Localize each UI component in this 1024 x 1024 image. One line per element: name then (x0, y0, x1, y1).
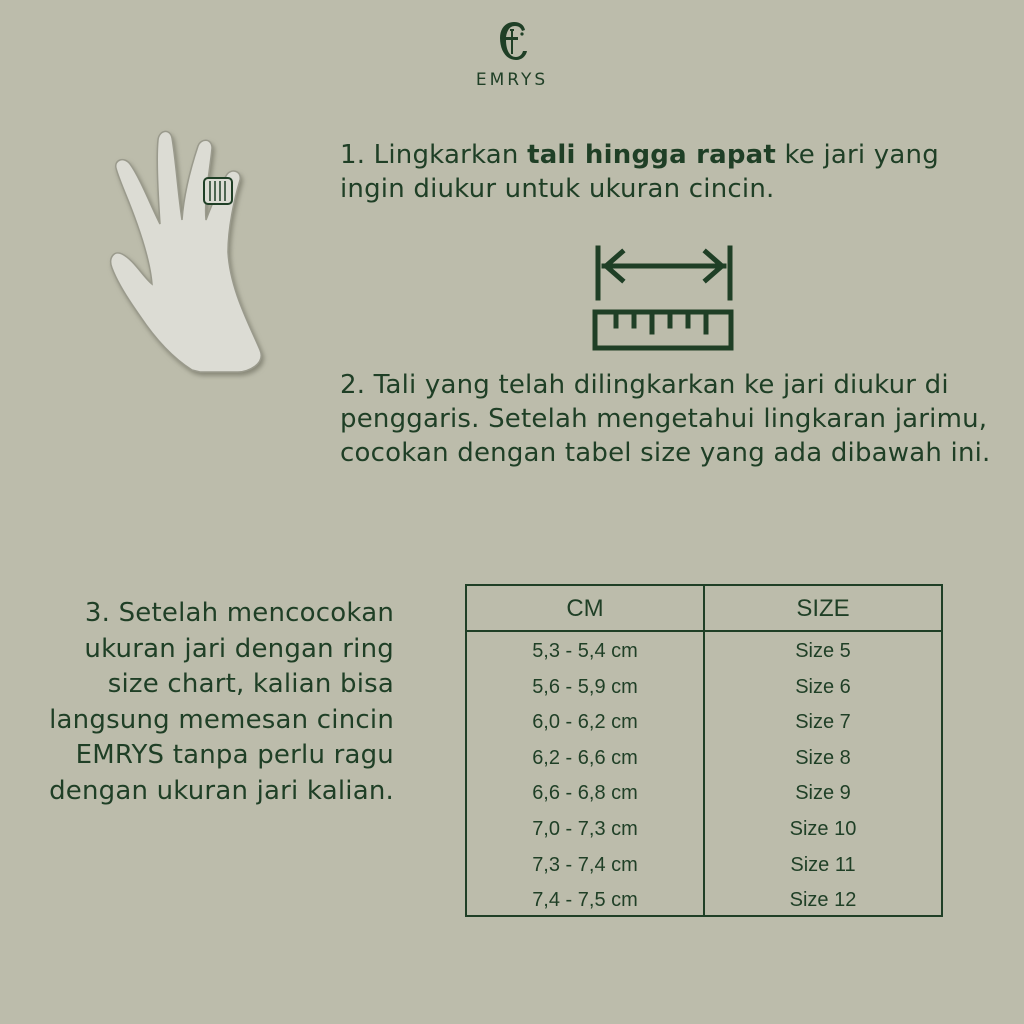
size-cell: Size 7 (795, 711, 851, 734)
size-cell: Size 8 (795, 746, 851, 769)
cm-cell: 7,4 - 7,5 cm (532, 889, 638, 912)
size-cell: Size 11 (790, 853, 856, 876)
table-row (467, 741, 941, 777)
step-1-suffix: ke jari yang ingin diukur untuk ukuran cincin. (340, 140, 939, 204)
step-1-prefix: 1. Lingkarkan (340, 140, 528, 170)
ring-icon (204, 178, 232, 204)
step-1-emphasis: tali hingga rapat (527, 140, 777, 170)
step-2-text: 2. Tali yang telah dilingkarkan ke jari diukur di penggaris. Setelah mengetahui lingkaran jarimu, cocokan dengan tabel size yang ada dibawah ini. (340, 370, 991, 468)
size-cell: Size 12 (789, 889, 857, 912)
ruler-measure-icon (586, 242, 736, 354)
cm-cell: 6,6 - 6,8 cm (532, 782, 638, 805)
size-cell: Size 5 (795, 640, 851, 662)
table-row (467, 705, 941, 741)
ring-size-table (465, 584, 943, 917)
size-cell: Size 10 (789, 817, 857, 840)
table-row (467, 812, 941, 848)
cm-cell: 5,6 - 5,9 cm (532, 675, 638, 698)
cm-cell: 7,3 - 7,4 cm (532, 853, 638, 876)
blackletter-e-logo-icon (492, 20, 532, 64)
cm-cell: 6,2 - 6,6 cm (532, 746, 638, 769)
table-row (467, 883, 941, 919)
table-header-divider (467, 630, 941, 632)
step-3-text: 3. Setelah mencocokan ukuran jari dengan ring size chart, kalian bisa langsung memesan cincin EMRYS tanpa perlu ragu dengan ukuran jari kalian. (49, 598, 394, 806)
cm-cell: 5,3 - 5,4 cm (532, 640, 638, 662)
table-row (467, 848, 941, 884)
table-body (467, 634, 941, 919)
table-row (467, 670, 941, 706)
brand-logo (462, 20, 562, 96)
size-cell: Size 6 (795, 675, 851, 698)
step-1-text (340, 138, 1000, 206)
size-cell: Size 9 (795, 782, 851, 805)
table-row (467, 634, 941, 670)
brand-name: EMRYS (475, 70, 549, 90)
table-header-cm: CM (566, 595, 604, 622)
table-row (467, 776, 941, 812)
hand-with-ring-icon (100, 120, 310, 380)
cm-cell: 7,0 - 7,3 cm (532, 817, 638, 840)
cm-cell: 6,0 - 6,2 cm (532, 711, 638, 734)
table-header-size: SIZE (796, 595, 850, 622)
